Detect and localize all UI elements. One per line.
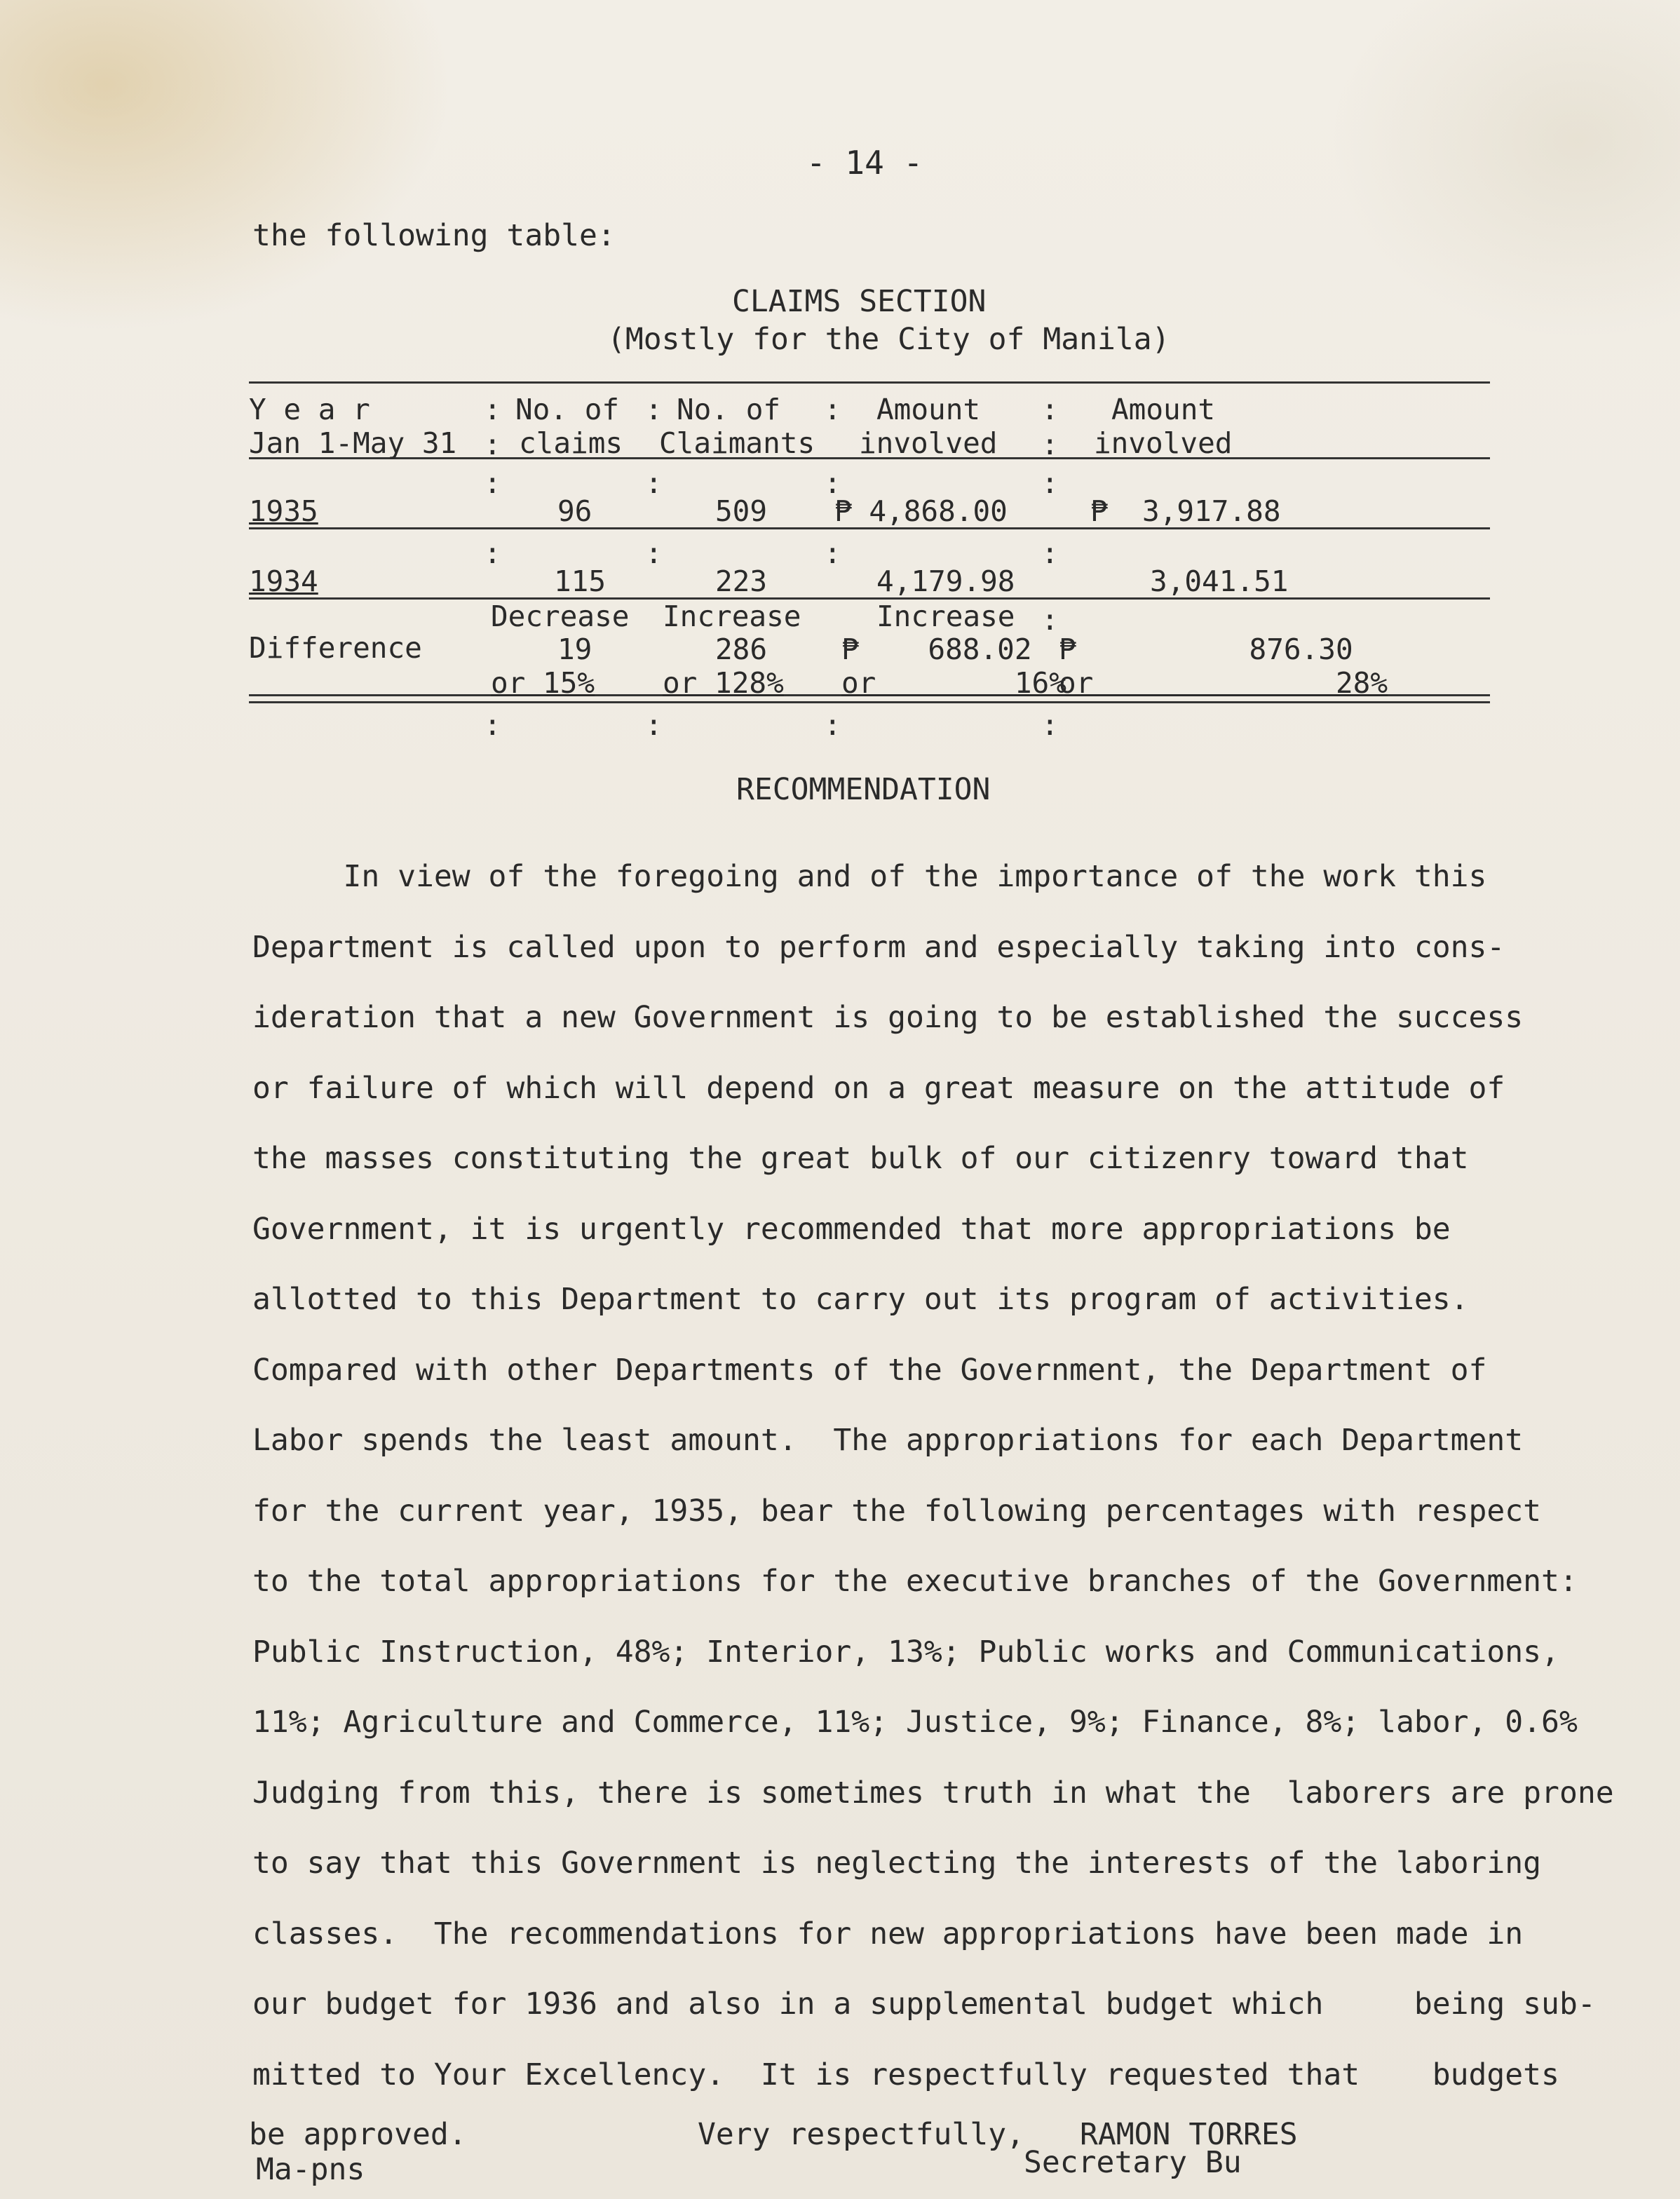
paragraph-line: 11%; Agriculture and Commerce, 11%; Justice, 9%; Finance, 8%; labor, 0.6% (252, 1705, 1578, 1740)
paragraph-line: for the current year, 1935, bear the following percentages with respect (252, 1493, 1542, 1529)
paragraph-line: Judging from this, there is sometimes truth in what the laborers are prone (252, 1775, 1614, 1811)
paragraph-line: to the total appropriations for the executive branches of the Government: (252, 1564, 1578, 1599)
column-separator: : (1041, 393, 1059, 426)
paragraph-line: Government, it is urgently recommended that more appropriations be (252, 1211, 1451, 1247)
column-separator: : (824, 536, 841, 570)
difference-claimants-pct: or 128% (663, 666, 784, 700)
row-1935-amount-2: ₱ 3,917.88 (1090, 494, 1281, 528)
column-separator: : (484, 708, 501, 742)
typist-initials: Ma-pns (256, 2152, 365, 2187)
header-amount-2: Amount (1111, 393, 1216, 426)
row-1935-year: 1935 (249, 494, 318, 528)
column-separator: : (484, 393, 501, 426)
row-1934-claimants: 223 (715, 564, 768, 598)
column-separator: : (1041, 603, 1059, 637)
column-separator: : (645, 466, 663, 500)
header-claims-sub: claims (519, 426, 623, 460)
paragraph-line: Compared with other Departments of the Government, the Department of (252, 1352, 1487, 1388)
table-top-rule (249, 381, 1490, 384)
difference-claimants-kind: Increase (663, 600, 801, 633)
difference-claims-value: 19 (557, 632, 592, 666)
row-1934-year: 1934 (249, 564, 318, 598)
paragraph-line: to say that this Government is neglecting the interests of the laboring (252, 1846, 1542, 1881)
paragraph-line: In view of the foregoing and of the importance of the work this (252, 859, 1487, 894)
row-1935-claimants: 509 (715, 494, 768, 528)
column-separator: : (824, 393, 841, 426)
header-year: Y e a r (249, 393, 370, 426)
row-1934-amount-2: 3,041.51 (1150, 564, 1289, 598)
paragraph-line: classes. The recommendations for new appropriations have been made in (252, 1916, 1524, 1951)
page-number: - 14 - (806, 144, 923, 182)
table-bottom-rule (249, 701, 1490, 703)
recommendation-heading: RECOMMENDATION (736, 772, 991, 807)
difference-claims-kind: Decrease (491, 600, 630, 633)
difference-label: Difference (249, 631, 422, 665)
difference-amount-1-pct: or 16% (841, 666, 1066, 700)
column-separator: : (645, 393, 663, 426)
difference-claims-pct: or 15% (491, 666, 595, 700)
table-title: CLAIMS SECTION (732, 284, 987, 319)
header-claimants-sub: Claimants (659, 426, 815, 460)
valediction: Very respectfully, (698, 2117, 1024, 2152)
column-separator: : (1041, 466, 1059, 500)
row-1935-claims: 96 (557, 494, 592, 528)
difference-amount-2-value: ₱ 876.30 (1059, 632, 1353, 666)
column-separator: : (824, 708, 841, 742)
table-subtitle: (Mostly for the City of Manila) (607, 322, 1170, 357)
difference-amount-1-kind: Increase (876, 600, 1015, 633)
difference-amount-2-pct: or 28% (1059, 666, 1388, 700)
column-separator: : (484, 466, 501, 500)
paragraph-line: the masses constituting the great bulk of our citizenry toward that (252, 1141, 1469, 1176)
paragraph-line: mitted to Your Excellency. It is respectfully requested that budgets (252, 2057, 1559, 2092)
header-amount-2-sub: involved (1094, 426, 1233, 460)
column-separator: : (1041, 708, 1059, 742)
paragraph-line: ideration that a new Government is going to be established the success (252, 1000, 1524, 1035)
row-1935-amount-1: ₱ 4,868.00 (834, 494, 1008, 528)
row-1934-claims: 115 (554, 564, 607, 598)
row-rule (249, 597, 1490, 600)
paragraph-line: or failure of which will depend on a great measure on the attitude of (252, 1070, 1505, 1106)
header-claimants: No. of (677, 393, 781, 426)
difference-amount-1-value: ₱ 688.02 (841, 632, 1032, 666)
paragraph-line: Public Instruction, 48%; Interior, 13%; Public works and Communications, (252, 1634, 1559, 1670)
difference-claimants-value: 286 (715, 632, 768, 666)
column-separator: : (824, 466, 841, 500)
column-separator: : (484, 536, 501, 570)
header-amount-1-sub: involved (859, 426, 998, 460)
lead-in-text: the following table: (252, 218, 616, 253)
claims-table (249, 379, 1490, 743)
signer-title: Secretary Bu (1024, 2145, 1242, 2180)
column-separator: : (484, 428, 501, 461)
row-1934-amount-1: 4,179.98 (876, 564, 1015, 598)
column-separator: : (645, 536, 663, 570)
paragraph-line: our budget for 1936 and also in a supplemental budget which being sub- (252, 1987, 1596, 2022)
paragraph-line: Department is called upon to perform and especially taking into cons- (252, 929, 1505, 965)
paragraph-line: Labor spends the least amount. The appropriations for each Department (252, 1423, 1524, 1458)
header-amount-1: Amount (876, 393, 981, 426)
closing-last-line: be approved. (249, 2117, 467, 2152)
paragraph-line: allotted to this Department to carry out its program of activities. (252, 1282, 1469, 1317)
column-separator: : (645, 708, 663, 742)
header-claims: No. of (515, 393, 620, 426)
column-separator: : (1041, 536, 1059, 570)
header-year-range: Jan 1-May 31 (249, 426, 457, 460)
signer-name: RAMON TORRES (1080, 2117, 1298, 2152)
recommendation-paragraph (252, 841, 1614, 2110)
column-separator: : (1041, 428, 1059, 461)
